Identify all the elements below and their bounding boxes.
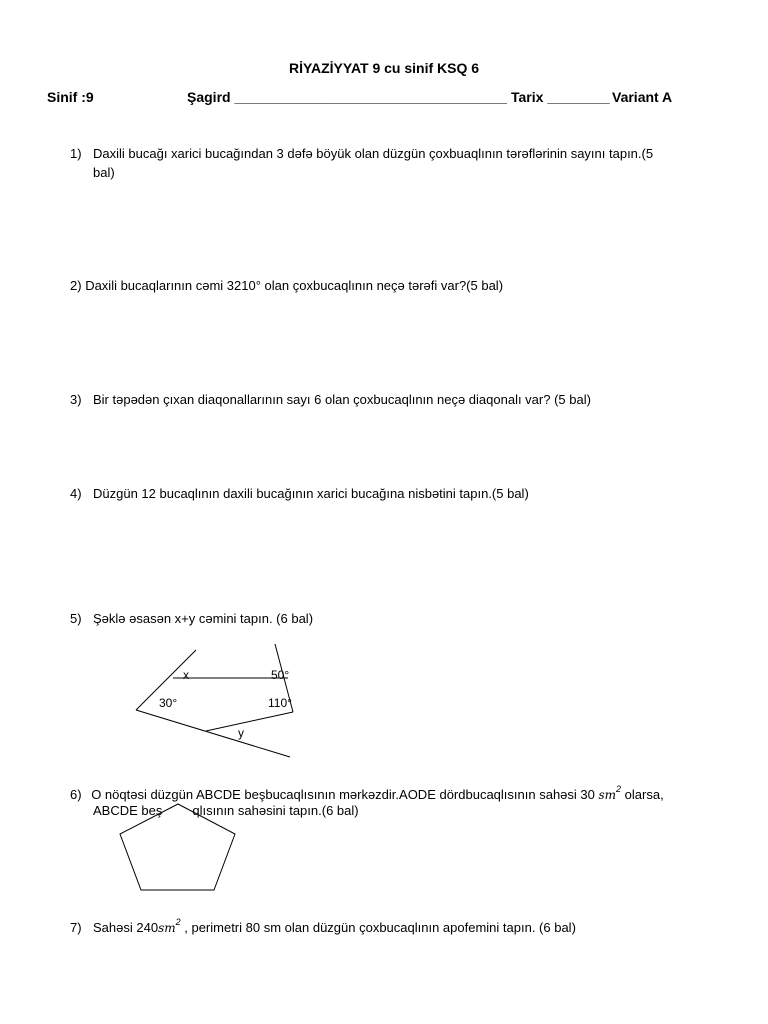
unit-exponent: 2 [616,784,622,794]
question-text: Bir təpədən çıxan diaqonallarının sayı 6 olan çoxbucaqlının neçə diaqonalı var? (5 bal) [93,392,591,407]
question-6-continuation [93,803,359,818]
question-text-continuation: olan çoxbucaqlının neçə tərəfi var?(5 bal) [260,278,504,293]
date-field[interactable]: Tarix ________ [511,89,610,105]
unit-sm: sm [158,921,176,935]
student-name-field[interactable]: Şagird ___________________________________ [187,89,507,105]
question-number: 3) [70,392,82,407]
question-6 [70,784,664,802]
variant-label: Variant A [612,89,673,105]
question-text-continuation: olarsa, [621,787,664,802]
angle-label-30: 30° [159,696,178,710]
bottom-line [136,710,290,757]
question-1-continuation: bal) [93,165,115,180]
page-title: RİYAZİYYAT 9 cu sinif KSQ 6 [288,60,480,76]
question-7 [70,917,576,935]
degree-symbol: ° [255,278,261,293]
question-text: Sahəsi 240 [93,920,159,935]
angle-label-x: x [183,668,189,682]
angle-label-50: 50° [271,668,290,682]
angle-label-y: y [238,726,244,740]
question-text-part: ABCDE beş [93,803,163,818]
segment-to-y [206,712,293,731]
class-label: Sinif :9 [47,89,94,105]
question-number: 1) [70,146,82,161]
unit-sm: sm [598,788,617,802]
question-text-continuation: , perimetri 80 sm olan düzgün çoxbucaqlının apofemini tapın. (6 bal) [180,920,576,935]
question-text: Daxili bucaqlarının cəmi 3210 [85,278,256,293]
question-text-part: qlısının sahəsini tapın.(6 bal) [192,803,359,818]
question-number: 7) [70,920,82,935]
unit-exponent: 2 [175,917,181,927]
question-text: Düzgün 12 bucaqlının daxili bucağının xarici bucağına nisbətini tapın.(5 bal) [93,486,529,501]
question-text: Şəklə əsasən x+y cəmini tapın. (6 bal) [93,611,314,626]
question-number: 5) [70,611,82,626]
question-text: Daxili bucağı xarici bucağından 3 dəfə böyük olan düzgün çoxbuaqlının tərəflərinin sayını tapın.(5 [93,146,654,161]
angle-label-110: 110° [268,696,292,710]
question-number: 4) [70,486,82,501]
question-number: 2) [70,278,82,293]
question-number: 6) [70,787,82,802]
question-text: O nöqtəsi düzgün ABCDE beşbucaqlısının mərkəzdir.AODE dördbucaqlısının sahəsi 30 [91,787,599,802]
